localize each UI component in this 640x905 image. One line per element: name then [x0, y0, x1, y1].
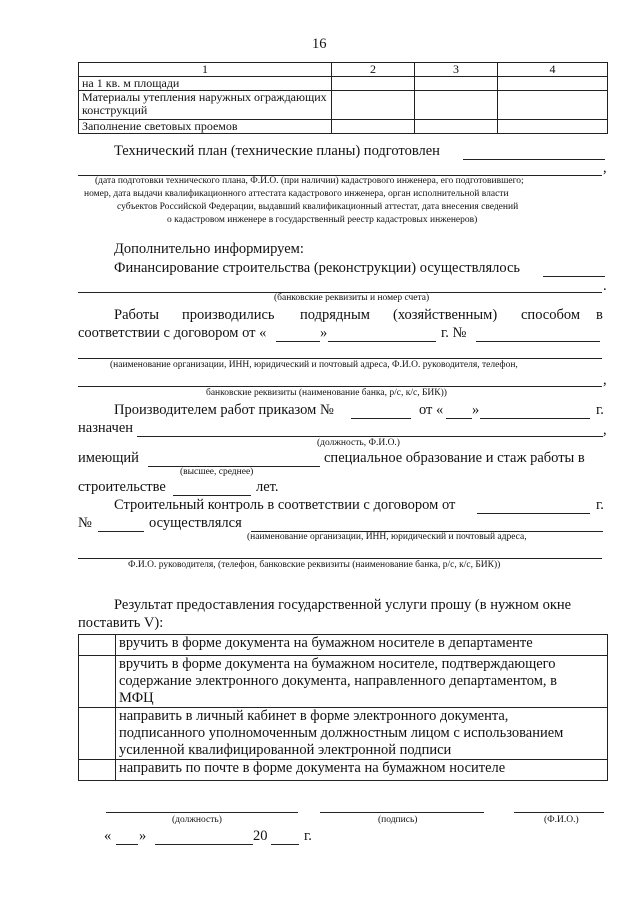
result-option-checkbox[interactable] [79, 708, 116, 760]
contract-month-field[interactable] [328, 341, 436, 342]
result-line-1: Результат предоставления государственной услуги прошу (в нужном окне [114, 597, 572, 613]
contract-prefix: соответствии с договором от « [78, 325, 267, 341]
contract-day-field[interactable] [276, 341, 320, 342]
control-head-note: Ф.И.О. руководителя, (телефон, банковские реквизиты (наименование банка, р/с, к/с, БИК)) [128, 560, 501, 570]
org-note: (наименование организации, ИНН, юридический и почтовый адреса, Ф.И.О. руководителя, телефон, [110, 360, 518, 370]
page-number: 16 [312, 36, 327, 52]
fio-field[interactable] [514, 812, 604, 813]
order-label: Производителем работ приказом № [114, 402, 334, 418]
result-option-checkbox[interactable] [79, 656, 116, 708]
date-year-field[interactable] [271, 844, 299, 845]
tech-plan-note: о кадастровом инженере в государственный реестр кадастровых инженеров) [167, 215, 478, 225]
fio-caption: (Ф.И.О.) [544, 815, 579, 825]
order-day-field[interactable] [446, 418, 472, 419]
having-label: имеющий [78, 450, 139, 466]
works-word: производились [182, 307, 275, 323]
contract-number-field[interactable] [476, 341, 600, 342]
result-option-checkbox[interactable] [79, 635, 116, 656]
year-no-label: г. № [441, 325, 467, 341]
tech-plan-note: номер, дата выдачи квалификационного аттестата кадастрового инженера, орган исполнительной власти [84, 189, 509, 199]
table-header-row [79, 63, 608, 77]
table-cell-label: Заполнение световых проемов [79, 120, 332, 134]
works-word: (хозяйственным) [393, 307, 498, 323]
control-done-label: осуществлялся [149, 515, 242, 531]
tech-plan-fill[interactable] [463, 159, 605, 160]
works-word: подрядным [300, 307, 370, 323]
inform-heading: Дополнительно информируем: [114, 241, 304, 257]
contractor-fill[interactable] [78, 358, 602, 359]
table-cell-label: Материалы утепления наружных ограждающих конструкций [79, 91, 332, 120]
result-option-text: вручить в форме документа на бумажном носителе, подтверждающего содержание электронного документа, направленного департаментом, в МФЦ [116, 656, 608, 708]
position-field[interactable] [106, 812, 298, 813]
tech-plan-note: субъектов Российской Федерации, выдавший квалификационный аттестат, дата внесения сведений [117, 202, 519, 212]
control-number-field[interactable] [98, 531, 144, 532]
result-options-table [78, 634, 608, 781]
control-org-field-2[interactable] [78, 558, 602, 559]
table-cell-label: на 1 кв. м площади [79, 77, 332, 91]
result-option-row[interactable] [79, 708, 608, 760]
education-label: специальное образование и стаж работы в [324, 450, 585, 466]
sign-caption: (подпись) [378, 815, 418, 825]
tech-plan-note: (дата подготовки технического плана, Ф.И.О. (при наличии) кадастрового инженера, его подготовившего; [95, 176, 524, 186]
construction-label: строительстве [78, 479, 166, 495]
bank-note: (банковские реквизиты и номер счета) [274, 293, 430, 303]
table-row [79, 77, 608, 91]
col-header-1: 1 [79, 63, 332, 77]
appointed-label: назначен [78, 420, 134, 436]
bank-note: банковские реквизиты (наименование банка, р/с, к/с, БИК)) [206, 388, 447, 398]
appointed-field[interactable] [137, 436, 603, 437]
result-option-row[interactable] [79, 656, 608, 708]
result-line-2: поставить V): [78, 615, 164, 631]
control-date-field[interactable] [477, 513, 590, 514]
tech-plan-label: Технический план (технические планы) подготовлен [114, 143, 440, 159]
experience-field[interactable] [173, 495, 251, 496]
edu-note: (высшее, среднее) [180, 467, 254, 477]
result-option-text: направить по почте в форме документа на бумажном носителе [116, 760, 608, 781]
result-option-row[interactable] [79, 635, 608, 656]
table-row [79, 91, 608, 120]
result-option-text: направить в личный кабинет в форме электронного документа, подписанного уполномоченным должностным лицом с использованием усиленной квалифицированной электронной подписи [116, 708, 608, 760]
works-word: в [596, 307, 603, 323]
finance-fill[interactable] [543, 276, 605, 277]
control-label: Строительный контроль в соответствии с договором от [114, 497, 456, 513]
works-word: способом [521, 307, 581, 323]
col-header-2: 2 [332, 63, 415, 77]
col-header-3: 3 [415, 63, 498, 77]
table-row [79, 120, 608, 134]
date-month-field[interactable] [155, 844, 253, 845]
works-word: Работы [114, 307, 160, 323]
finance-label: Финансирование строительства (реконструкции) осуществлялось [114, 260, 521, 276]
position-caption: (должность) [172, 815, 222, 825]
result-option-text: вручить в форме документа на бумажном носителе в департаменте [116, 635, 608, 656]
date-day-field[interactable] [116, 844, 138, 845]
top-table [78, 62, 608, 134]
order-number-field[interactable] [351, 418, 411, 419]
control-org-note: (наименование организации, ИНН, юридический и почтовый адреса, [247, 532, 527, 542]
col-header-4: 4 [498, 63, 608, 77]
order-month-field[interactable] [480, 418, 590, 419]
position-note: (должность, Ф.И.О.) [317, 438, 400, 448]
result-option-checkbox[interactable] [79, 760, 116, 781]
result-option-row[interactable] [79, 760, 608, 781]
contractor-fill-2[interactable] [78, 386, 602, 387]
signature-field[interactable] [320, 812, 484, 813]
